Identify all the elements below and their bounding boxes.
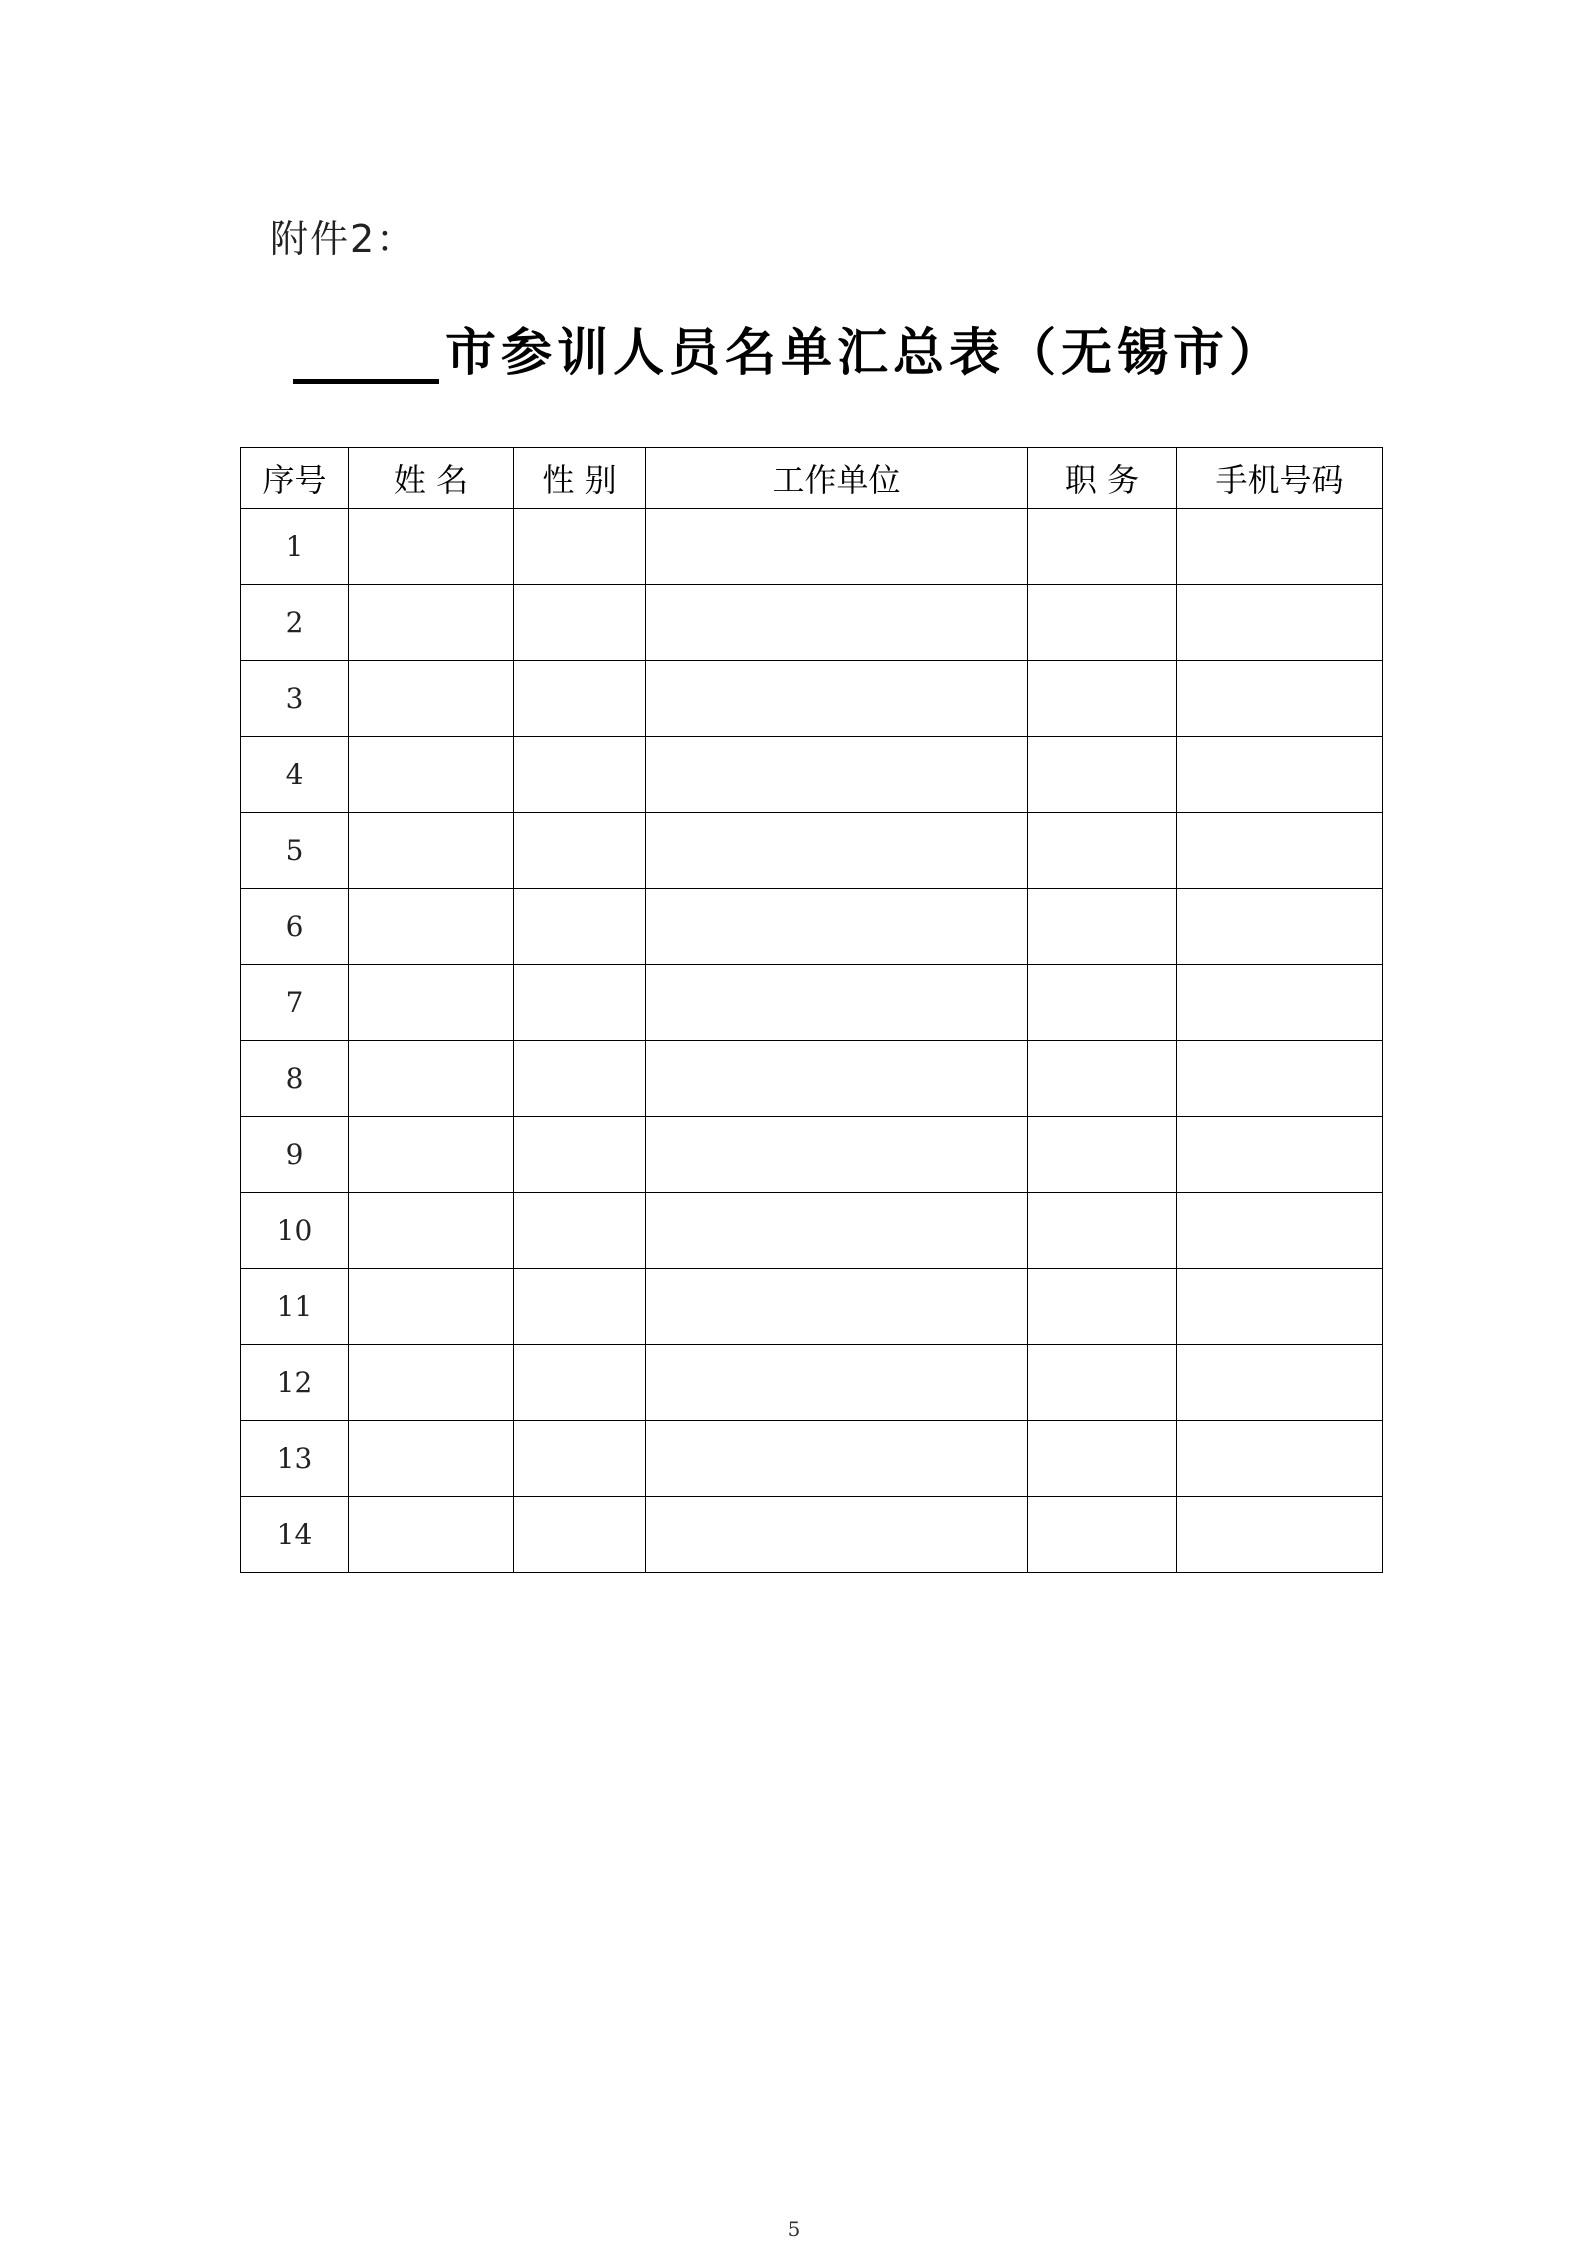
cell-position bbox=[1028, 1421, 1177, 1497]
header-name: 姓 名 bbox=[349, 448, 514, 509]
cell-phone bbox=[1177, 509, 1383, 585]
cell-name bbox=[349, 1269, 514, 1345]
cell-gender bbox=[514, 737, 646, 813]
cell-phone bbox=[1177, 737, 1383, 813]
cell-gender bbox=[514, 1269, 646, 1345]
table-body bbox=[241, 509, 1383, 1573]
title-fill-in-blank bbox=[293, 379, 439, 384]
cell-position bbox=[1028, 1269, 1177, 1345]
cell-gender bbox=[514, 1497, 646, 1573]
cell-gender bbox=[514, 1041, 646, 1117]
row-number-cell: 5 bbox=[241, 813, 349, 889]
cell-unit bbox=[646, 1497, 1028, 1573]
cell-phone bbox=[1177, 661, 1383, 737]
cell-position bbox=[1028, 889, 1177, 965]
row-number-cell: 11 bbox=[241, 1269, 349, 1345]
row-number-cell: 8 bbox=[241, 1041, 349, 1117]
table-header-row bbox=[241, 448, 1383, 509]
cell-name bbox=[349, 1497, 514, 1573]
participant-roster-table bbox=[240, 447, 1383, 1573]
cell-phone bbox=[1177, 1497, 1383, 1573]
row-number-cell: 3 bbox=[241, 661, 349, 737]
attachment-label: 附件2： bbox=[270, 217, 417, 261]
cell-position bbox=[1028, 585, 1177, 661]
cell-gender bbox=[514, 661, 646, 737]
cell-gender bbox=[514, 813, 646, 889]
cell-phone bbox=[1177, 813, 1383, 889]
cell-unit bbox=[646, 1117, 1028, 1193]
cell-phone bbox=[1177, 1421, 1383, 1497]
row-number-cell: 12 bbox=[241, 1345, 349, 1421]
cell-unit bbox=[646, 965, 1028, 1041]
header-seq: 序号 bbox=[241, 448, 349, 509]
cell-name bbox=[349, 813, 514, 889]
cell-name bbox=[349, 1345, 514, 1421]
row-number-cell: 9 bbox=[241, 1117, 349, 1193]
cell-unit bbox=[646, 509, 1028, 585]
cell-phone bbox=[1177, 965, 1383, 1041]
cell-gender bbox=[514, 889, 646, 965]
cell-phone bbox=[1177, 1269, 1383, 1345]
row-number-cell: 1 bbox=[241, 509, 349, 585]
cell-unit bbox=[646, 585, 1028, 661]
cell-position bbox=[1028, 661, 1177, 737]
table-row bbox=[241, 1345, 1383, 1421]
table-row bbox=[241, 965, 1383, 1041]
cell-name bbox=[349, 1041, 514, 1117]
header-unit: 工作单位 bbox=[646, 448, 1028, 509]
table-row bbox=[241, 1117, 1383, 1193]
document-title bbox=[293, 318, 1285, 390]
cell-name bbox=[349, 889, 514, 965]
title-text: 市参训人员名单汇总表（无锡市） bbox=[445, 324, 1286, 383]
cell-unit bbox=[646, 1421, 1028, 1497]
row-number-cell: 2 bbox=[241, 585, 349, 661]
cell-phone bbox=[1177, 585, 1383, 661]
cell-position bbox=[1028, 965, 1177, 1041]
cell-unit bbox=[646, 1345, 1028, 1421]
cell-phone bbox=[1177, 1041, 1383, 1117]
cell-position bbox=[1028, 737, 1177, 813]
row-number-cell: 10 bbox=[241, 1193, 349, 1269]
row-number-cell: 6 bbox=[241, 889, 349, 965]
cell-position bbox=[1028, 1345, 1177, 1421]
cell-name bbox=[349, 965, 514, 1041]
cell-gender bbox=[514, 509, 646, 585]
row-number-cell: 4 bbox=[241, 737, 349, 813]
cell-unit bbox=[646, 737, 1028, 813]
cell-name bbox=[349, 585, 514, 661]
cell-position bbox=[1028, 1117, 1177, 1193]
table-row bbox=[241, 661, 1383, 737]
table-row bbox=[241, 813, 1383, 889]
cell-phone bbox=[1177, 889, 1383, 965]
cell-name bbox=[349, 1117, 514, 1193]
cell-unit bbox=[646, 813, 1028, 889]
header-phone: 手机号码 bbox=[1177, 448, 1383, 509]
table-row bbox=[241, 509, 1383, 585]
row-number-cell: 14 bbox=[241, 1497, 349, 1573]
table-row bbox=[241, 737, 1383, 813]
cell-phone bbox=[1177, 1345, 1383, 1421]
table-row bbox=[241, 1269, 1383, 1345]
cell-name bbox=[349, 509, 514, 585]
table-row bbox=[241, 585, 1383, 661]
cell-position bbox=[1028, 509, 1177, 585]
cell-unit bbox=[646, 1193, 1028, 1269]
table-row bbox=[241, 1421, 1383, 1497]
cell-name bbox=[349, 1193, 514, 1269]
table-row bbox=[241, 1041, 1383, 1117]
cell-name bbox=[349, 1421, 514, 1497]
cell-gender bbox=[514, 1421, 646, 1497]
row-number-cell: 13 bbox=[241, 1421, 349, 1497]
cell-position bbox=[1028, 1041, 1177, 1117]
page-number: 5 bbox=[787, 2217, 801, 2241]
header-gender: 性 别 bbox=[514, 448, 646, 509]
cell-gender bbox=[514, 1345, 646, 1421]
cell-gender bbox=[514, 1117, 646, 1193]
cell-position bbox=[1028, 813, 1177, 889]
cell-phone bbox=[1177, 1193, 1383, 1269]
table-row bbox=[241, 1497, 1383, 1573]
cell-gender bbox=[514, 585, 646, 661]
cell-gender bbox=[514, 1193, 646, 1269]
cell-gender bbox=[514, 965, 646, 1041]
cell-unit bbox=[646, 1269, 1028, 1345]
row-number-cell: 7 bbox=[241, 965, 349, 1041]
cell-position bbox=[1028, 1193, 1177, 1269]
cell-phone bbox=[1177, 1117, 1383, 1193]
cell-unit bbox=[646, 661, 1028, 737]
cell-unit bbox=[646, 889, 1028, 965]
cell-name bbox=[349, 661, 514, 737]
header-position: 职 务 bbox=[1028, 448, 1177, 509]
cell-position bbox=[1028, 1497, 1177, 1573]
table-row bbox=[241, 1193, 1383, 1269]
cell-unit bbox=[646, 1041, 1028, 1117]
table-row bbox=[241, 889, 1383, 965]
cell-name bbox=[349, 737, 514, 813]
